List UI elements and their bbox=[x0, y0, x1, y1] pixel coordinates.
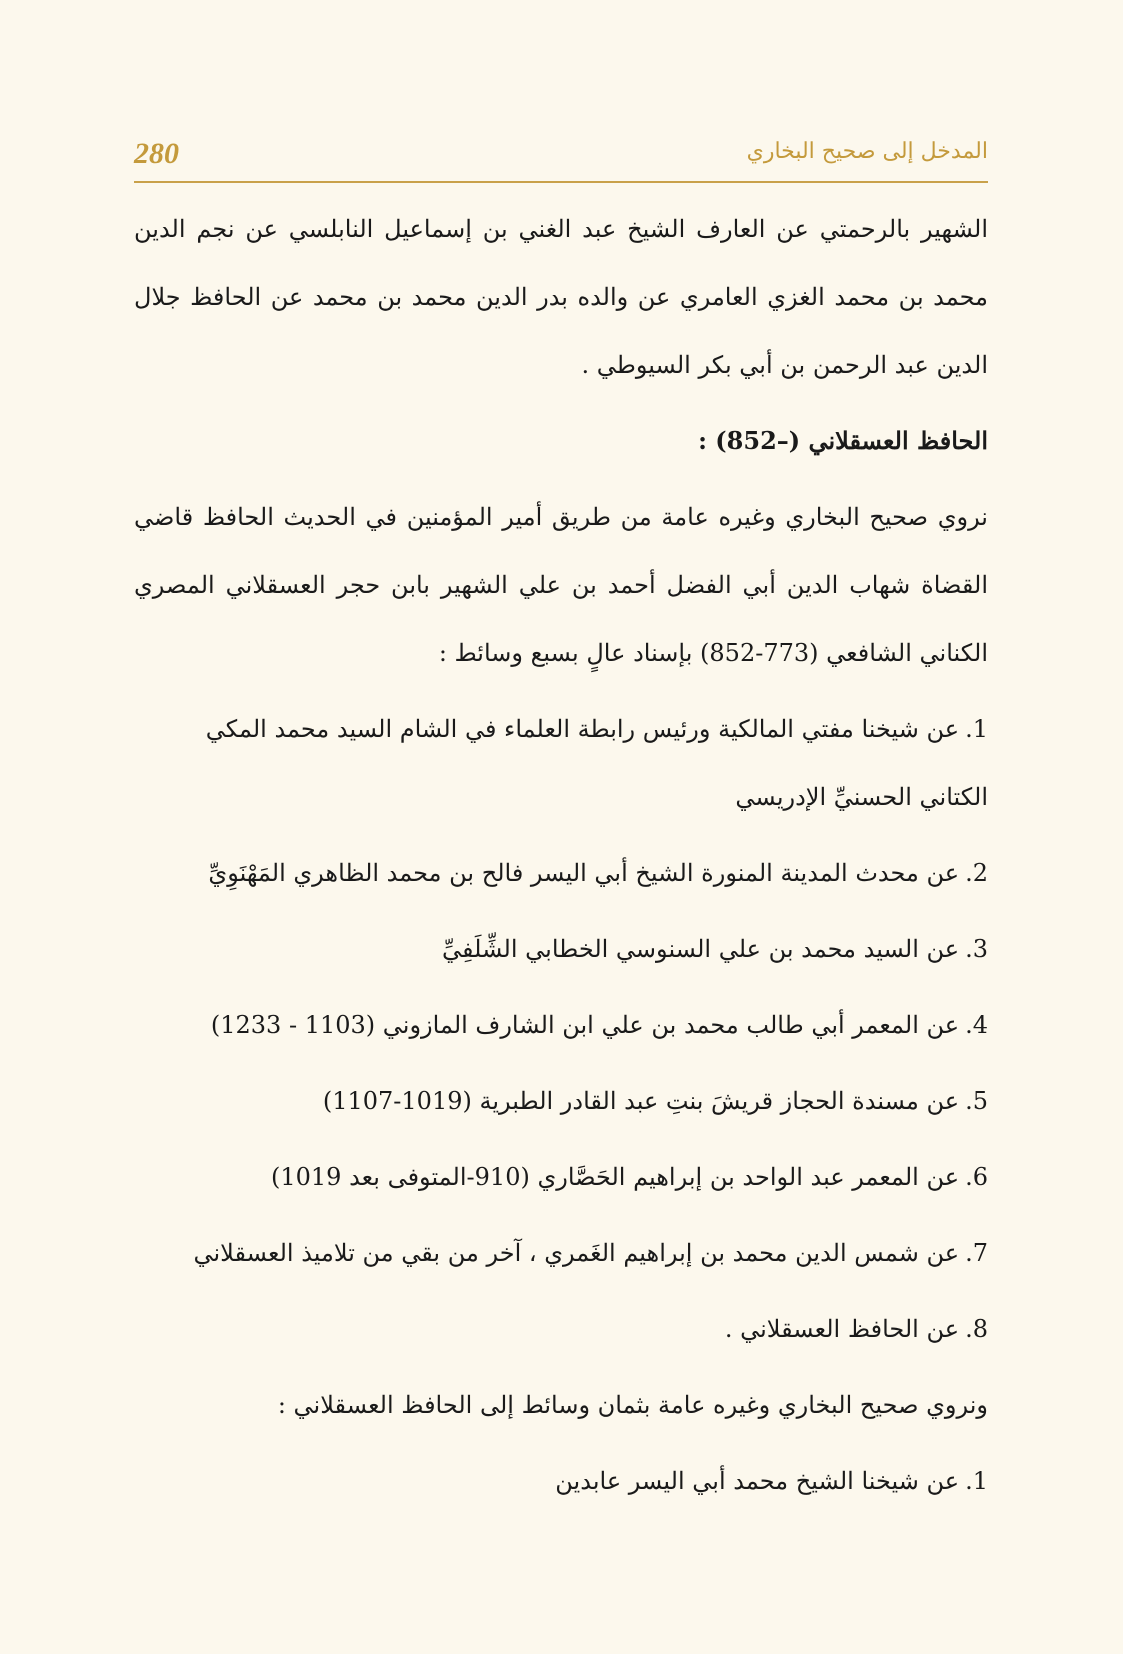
list-item-number: 1. bbox=[965, 1467, 988, 1495]
list-item-number: 6. bbox=[965, 1163, 988, 1191]
chain-list-seven bbox=[134, 695, 988, 1363]
running-title: المدخل إلى صحيح البخاري bbox=[746, 139, 988, 164]
list-item-number: 3. bbox=[965, 935, 988, 963]
list-item bbox=[134, 1143, 988, 1211]
section-heading: الحافظ العسقلاني (–852) : bbox=[698, 426, 988, 455]
list-item-number: 2. bbox=[965, 859, 988, 887]
list-item bbox=[134, 915, 988, 983]
list-item bbox=[134, 1219, 988, 1287]
list-item-text: عن شمس الدين محمد بن إبراهيم الغَمري ، آخر من بقي من تلاميذ العسقلاني bbox=[193, 1239, 960, 1267]
paragraph-second-chain-intro: ونروي صحيح البخاري وغيره عامة بثمان وسائط إلى الحافظ العسقلاني : bbox=[277, 1391, 988, 1419]
paragraph-chain-intro: نروي صحيح البخاري وغيره عامة من طريق أمير المؤمنين في الحديث الحافظ قاضي القضاة شهاب الدين أبي الفضل أحمد بن علي الشهير بابن حجر العسقلاني المصري الكناني الشافعي (773-852) بإسناد عالٍ بسبع وسائط : bbox=[134, 503, 988, 667]
paragraph-intro: الشهير بالرحمتي عن العارف الشيخ عبد الغني بن إسماعيل النابلسي عن نجم الدين محمد بن محمد الغزي العامري عن والده بدر الدين محمد بن محمد عن الحافظ جلال الدين عبد الرحمن بن أبي بكر السيوطي . bbox=[134, 215, 988, 379]
list-item-text: عن محدث المدينة المنورة الشيخ أبي اليسر فالح بن محمد الظاهري المَهْنَوِيِّ bbox=[208, 859, 960, 887]
page-number: 280 bbox=[134, 137, 179, 170]
list-item-number: 1. bbox=[965, 715, 988, 743]
page-header bbox=[134, 133, 988, 183]
list-item bbox=[134, 1067, 988, 1135]
list-item bbox=[134, 1295, 988, 1363]
page-body bbox=[134, 195, 988, 1523]
list-item-number: 5. bbox=[965, 1087, 988, 1115]
list-item-text: عن المعمر عبد الواحد بن إبراهيم الحَصَّاري (910-المتوفى بعد 1019) bbox=[271, 1163, 960, 1191]
list-item-text: عن شيخنا الشيخ محمد أبي اليسر عابدين bbox=[555, 1467, 960, 1495]
list-item-text: عن المعمر أبي طالب محمد بن علي ابن الشارف المازوني (1103 - 1233) bbox=[210, 1011, 960, 1039]
list-item-number: 4. bbox=[965, 1011, 988, 1039]
chain-list-eight bbox=[134, 1447, 988, 1515]
list-item-number: 7. bbox=[965, 1239, 988, 1267]
list-item bbox=[134, 839, 988, 907]
list-item-number: 8. bbox=[965, 1315, 988, 1343]
list-item bbox=[134, 1447, 988, 1515]
list-item bbox=[134, 991, 988, 1059]
list-item-text: عن شيخنا مفتي المالكية ورئيس رابطة العلماء في الشام السيد محمد المكي الكتاني الحسنيِّ الإدريسي bbox=[205, 715, 988, 811]
list-item-text: عن السيد محمد بن علي السنوسي الخطابي الشِّلَفِيِّ bbox=[442, 935, 960, 963]
list-item bbox=[134, 695, 988, 831]
list-item-text: عن الحافظ العسقلاني . bbox=[724, 1315, 960, 1343]
list-item-text: عن مسندة الحجاز قريشَ بنتِ عبد القادر الطبرية (1019-1107) bbox=[322, 1087, 960, 1115]
